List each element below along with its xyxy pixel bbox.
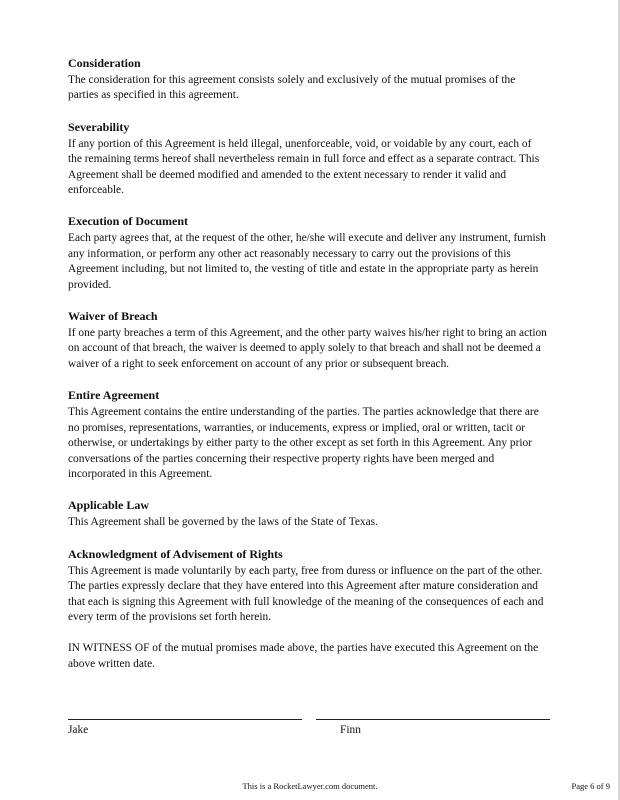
section-body: If one party breaches a term of this Agreement, and the other party waives his/her right to bring an action on account of that breach, the waiver is deemed to apply solely to that breach and shall not be deemed a waiver of a right to seek enforcement on account of any prior or subsequent breach. [68, 327, 547, 370]
signature-lines [68, 719, 548, 720]
section-body: If any portion of this Agreement is held illegal, unenforceable, void, or voidable by any court, each of the remaining terms hereof shall nevertheless remain in full force and effect as a separate contract. This Agreement shall be deemed modified and amended to the extent necessary to render it valid and enforceable. [68, 137, 540, 197]
section-body: This Agreement shall be governed by the laws of the State of Texas. [68, 516, 378, 529]
section-consideration [68, 56, 548, 104]
section-body: Each party agrees that, at the request of the other, he/she will execute and deliver any instrument, furnish any information, or perform any other act reasonably necessary to carry out the provisions of this Agreement including, but not limited to, the vesting of title and estate in the appropriate party as herein provided. [68, 232, 546, 291]
section-applicable-law [68, 498, 548, 530]
section-severability [68, 120, 548, 199]
signatory-name-left: Jake [68, 724, 89, 736]
section-heading: Acknowledgment of Advisement of Rights [68, 546, 283, 561]
signature-line-right [316, 719, 550, 720]
section-waiver-of-breach [68, 309, 548, 372]
section-body: The consideration for this agreement consists solely and exclusively of the mutual promises of the parties as specified in this agreement. [68, 74, 516, 102]
section-heading: Severability [68, 119, 130, 134]
section-body: This Agreement is made voluntarily by each party, free from duress or influence on the part of the other. The parties expressly declare that they have entered into this Agreement after mature consideration and that each is signing this Agreement with full knowledge of the meaning of the consequences of each and every term of the provisions set forth herein. [68, 564, 544, 623]
signature-line-left [68, 719, 302, 720]
section-acknowledgment [68, 547, 548, 626]
section-heading: Waiver of Breach [68, 309, 158, 324]
document-body [68, 56, 548, 672]
section-execution-of-document [68, 214, 548, 293]
section-heading: Consideration [68, 56, 141, 70]
section-entire-agreement [68, 388, 548, 482]
section-heading: Execution of Document [68, 214, 188, 229]
page-number: Page 6 of 9 [571, 781, 610, 791]
section-body: This Agreement contains the entire understanding of the parties. The parties acknowledge that there are no promises, representations, warranties, or inducements, express or implied, oral or written, tacit or otherwise, or undertakings by either party to the other except as set forth in this Agreement. Any prior conversations of the parties concerning their respective property rights have been merged and incorporated in this Agreement. [68, 406, 539, 480]
signatory-name-right: Finn [340, 724, 361, 736]
section-heading: Entire Agreement [68, 388, 160, 403]
witness-clause: IN WITNESS OF of the mutual promises made above, the parties have executed this Agreement on the above written date. [68, 642, 539, 670]
footer-source: This is a RocketLawyer.com document. [242, 781, 378, 791]
section-heading: Applicable Law [68, 498, 150, 513]
